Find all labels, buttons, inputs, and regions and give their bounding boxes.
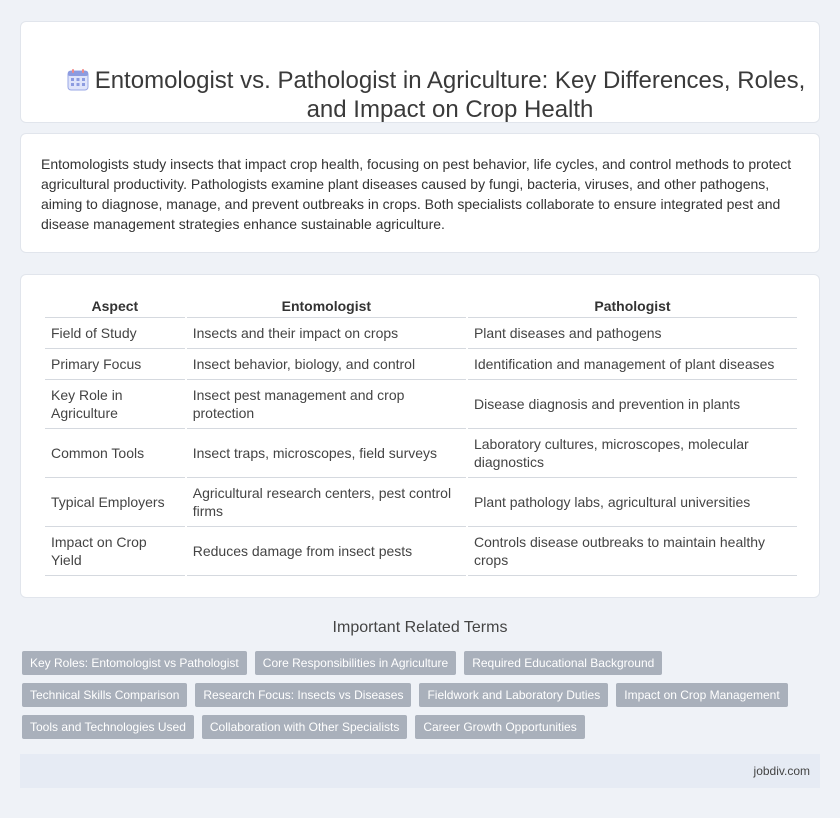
related-term-tag[interactable]: Fieldwork and Laboratory Duties	[419, 683, 608, 707]
table-cell: Common Tools	[45, 429, 185, 478]
table-header-row	[45, 294, 797, 318]
related-term-tag[interactable]: Tools and Technologies Used	[22, 715, 194, 739]
table-cell: Primary Focus	[45, 349, 185, 380]
calendar-grid-icon	[66, 68, 90, 92]
tag-row	[22, 715, 812, 739]
table-row	[45, 380, 797, 429]
table-cell: Insect pest management and crop protection	[187, 380, 466, 429]
comparison-table-card	[20, 274, 820, 598]
related-term-tag[interactable]: Key Roles: Entomologist vs Pathologist	[22, 651, 247, 675]
table-cell: Field of Study	[45, 318, 185, 349]
table-cell: Key Role in Agriculture	[45, 380, 185, 429]
table-row	[45, 318, 797, 349]
related-term-tag[interactable]: Research Focus: Insects vs Diseases	[195, 683, 411, 707]
table-cell: Agricultural research centers, pest control firms	[187, 478, 466, 527]
column-header: Entomologist	[187, 294, 466, 318]
page-title: Entomologist vs. Pathologist in Agriculture: Key Differences, Roles, and Impact on Crop Health	[94, 67, 806, 123]
related-term-tag[interactable]: Career Growth Opportunities	[415, 715, 584, 739]
related-terms-heading: Important Related Terms	[332, 619, 508, 636]
table-cell: Insect traps, microscopes, field surveys	[187, 429, 466, 478]
tag-row	[22, 651, 812, 675]
table-cell: Insects and their impact on crops	[187, 318, 466, 349]
table-cell: Controls disease outbreaks to maintain healthy crops	[468, 527, 797, 576]
related-term-tag[interactable]: Collaboration with Other Specialists	[202, 715, 407, 739]
table-row	[45, 429, 797, 478]
footer	[20, 754, 820, 788]
table-cell: Reduces damage from insect pests	[187, 527, 466, 576]
related-terms-list	[22, 651, 812, 747]
table-cell: Disease diagnosis and prevention in plants	[468, 380, 797, 429]
table-cell: Typical Employers	[45, 478, 185, 527]
table-row	[45, 478, 797, 527]
intro-paragraph: Entomologists study insects that impact crop health, focusing on pest behavior, life cycles, and control methods to protect agricultural productivity. Pathologists examine plant diseases caused by fungi, bacteria, viruses, and other pathogens, aiming to diagnose, manage, and prevent outbreaks in crops. Both specialists collaborate to ensure integrated pest and disease management strategies enhance sustainable agriculture.	[41, 156, 792, 232]
comparison-table	[43, 294, 799, 576]
tag-row	[22, 683, 812, 707]
table-row	[45, 527, 797, 576]
table-cell: Plant pathology labs, agricultural universities	[468, 478, 797, 527]
table-cell: Impact on Crop Yield	[45, 527, 185, 576]
intro-card	[20, 133, 820, 253]
title-card	[20, 21, 820, 123]
related-term-tag[interactable]: Core Responsibilities in Agriculture	[255, 651, 456, 675]
table-cell: Identification and management of plant diseases	[468, 349, 797, 380]
related-term-tag[interactable]: Required Educational Background	[464, 651, 662, 675]
footer-site-link[interactable]: jobdiv.com	[753, 764, 810, 778]
table-cell: Plant diseases and pathogens	[468, 318, 797, 349]
table-row	[45, 349, 797, 380]
table-cell: Laboratory cultures, microscopes, molecular diagnostics	[468, 429, 797, 478]
related-term-tag[interactable]: Technical Skills Comparison	[22, 683, 187, 707]
column-header: Aspect	[45, 294, 185, 318]
table-cell: Insect behavior, biology, and control	[187, 349, 466, 380]
related-term-tag[interactable]: Impact on Crop Management	[616, 683, 787, 707]
column-header: Pathologist	[468, 294, 797, 318]
